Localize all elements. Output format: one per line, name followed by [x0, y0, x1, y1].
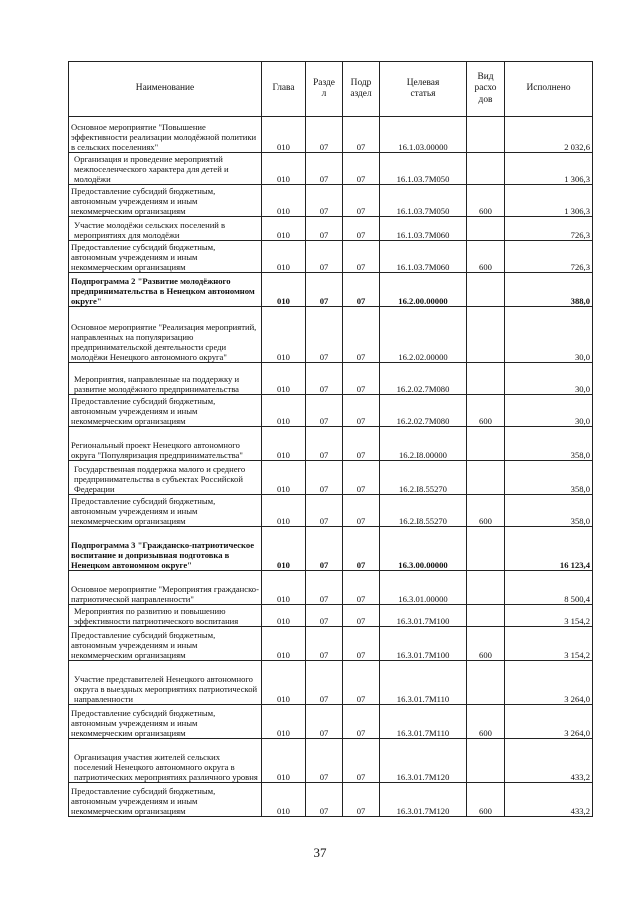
cell-podrazdel — [343, 705, 380, 739]
cell-glava-text: 010 — [277, 516, 290, 526]
cell-name — [69, 241, 262, 273]
cell-glava-text: 010 — [277, 230, 290, 240]
cell-podrazdel-text: 07 — [356, 616, 366, 626]
cell-statya-text: 16.2.I8.00000 — [399, 450, 447, 460]
cell-podrazdel-text: 07 — [356, 142, 366, 152]
cell-podrazdel-text: 07 — [356, 174, 366, 184]
cell-name — [69, 117, 262, 153]
cell-glava — [262, 153, 306, 185]
table-row — [69, 427, 593, 461]
table-row — [69, 363, 593, 395]
table-row — [69, 661, 593, 705]
cell-vid — [467, 705, 505, 739]
cell-razdel-text: 07 — [319, 616, 329, 626]
cell-podrazdel-text: 07 — [356, 772, 366, 782]
cell-statya-text: 16.2.I8.55270 — [399, 516, 447, 526]
cell-razdel — [306, 627, 343, 661]
cell-name-text: Участие молодёжи сельских поселений в мероприятиях для молодёжи — [74, 220, 226, 240]
cell-razdel-text: 07 — [319, 384, 329, 394]
cell-glava — [262, 571, 306, 605]
cell-ispolneno-text: 16 123,4 — [559, 560, 590, 570]
cell-name-text: Подпрограмма 3 "Гражданско-патриотическое воспитание и допризывная подготовка в Ненецком автономном округе" — [71, 540, 255, 570]
header-name: Наименование — [69, 62, 262, 117]
cell-glava — [262, 627, 306, 661]
cell-vid — [467, 185, 505, 217]
cell-statya-text: 16.1.03.7M050 — [396, 206, 450, 216]
cell-razdel — [306, 705, 343, 739]
cell-ispolneno-text: 30,0 — [574, 416, 590, 426]
table-row — [69, 705, 593, 739]
cell-podrazdel — [343, 495, 380, 527]
cell-statya-text: 16.2.02.7M080 — [396, 416, 450, 426]
cell-name-text: Предоставление субсидий бюджетным, автономным учреждениям и иным некоммерческим организациям — [71, 242, 216, 272]
cell-ispolneno — [505, 627, 593, 661]
cell-glava-text: 010 — [277, 728, 290, 738]
cell-name-text: Организация и проведение мероприятий межпоселенческого характера для детей и молодёжи — [74, 154, 229, 184]
cell-razdel-text: 07 — [319, 594, 329, 604]
cell-statya — [380, 783, 467, 817]
cell-razdel — [306, 527, 343, 571]
cell-ispolneno — [505, 363, 593, 395]
cell-statya — [380, 241, 467, 273]
cell-name-text: Предоставление субсидий бюджетным, автономным учреждениям и иным некоммерческим организациям — [71, 630, 216, 660]
cell-name — [69, 427, 262, 461]
cell-glava-text: 010 — [277, 174, 290, 184]
cell-statya — [380, 739, 467, 783]
cell-ispolneno — [505, 307, 593, 363]
cell-glava-text: 010 — [277, 206, 290, 216]
cell-podrazdel — [343, 241, 380, 273]
cell-podrazdel-text: 07 — [356, 296, 366, 306]
cell-ispolneno-text: 3 154,2 — [564, 616, 590, 626]
cell-ispolneno-text: 358,0 — [570, 516, 590, 526]
cell-name — [69, 495, 262, 527]
cell-podrazdel — [343, 117, 380, 153]
cell-razdel — [306, 185, 343, 217]
cell-glava-text: 010 — [277, 352, 290, 362]
cell-razdel-text: 07 — [319, 650, 329, 660]
cell-podrazdel — [343, 185, 380, 217]
cell-statya — [380, 363, 467, 395]
cell-vid — [467, 117, 505, 153]
cell-ispolneno — [505, 527, 593, 571]
cell-vid-text: 600 — [479, 416, 492, 426]
cell-glava — [262, 461, 306, 495]
cell-statya — [380, 571, 467, 605]
cell-vid-text: 600 — [479, 806, 492, 816]
cell-vid — [467, 241, 505, 273]
cell-razdel — [306, 307, 343, 363]
cell-name-text: Участие представителей Ненецкого автономного округа в выездных мероприятиях патриотической направленности — [74, 674, 258, 704]
cell-statya — [380, 395, 467, 427]
cell-razdel-text: 07 — [319, 484, 329, 494]
cell-glava-text: 010 — [277, 694, 290, 704]
table-row — [69, 627, 593, 661]
cell-ispolneno-text: 8 500,4 — [564, 594, 590, 604]
cell-podrazdel — [343, 461, 380, 495]
cell-statya-text: 16.1.03.00000 — [398, 142, 448, 152]
cell-name — [69, 705, 262, 739]
cell-razdel — [306, 241, 343, 273]
table-row — [69, 527, 593, 571]
cell-podrazdel-text: 07 — [356, 384, 366, 394]
cell-statya — [380, 117, 467, 153]
cell-vid — [467, 153, 505, 185]
cell-razdel — [306, 783, 343, 817]
cell-statya-text: 16.3.01.00000 — [398, 594, 448, 604]
cell-vid — [467, 217, 505, 241]
cell-razdel — [306, 605, 343, 627]
cell-ispolneno — [505, 217, 593, 241]
cell-podrazdel — [343, 217, 380, 241]
cell-name-text: Предоставление субсидий бюджетным, автономным учреждениям и иным некоммерческим организациям — [71, 708, 216, 738]
cell-vid — [467, 661, 505, 705]
cell-vid-text: 600 — [479, 516, 492, 526]
cell-name — [69, 461, 262, 495]
cell-razdel — [306, 117, 343, 153]
cell-glava — [262, 217, 306, 241]
cell-podrazdel-text: 07 — [356, 416, 366, 426]
cell-ispolneno — [505, 495, 593, 527]
cell-razdel-text: 07 — [319, 142, 329, 152]
cell-statya-text: 16.1.03.7M060 — [396, 230, 450, 240]
cell-podrazdel-text: 07 — [356, 728, 366, 738]
cell-podrazdel-text: 07 — [356, 594, 366, 604]
cell-vid — [467, 495, 505, 527]
cell-glava — [262, 307, 306, 363]
cell-ispolneno-text: 1 306,3 — [564, 206, 590, 216]
cell-statya — [380, 705, 467, 739]
cell-ispolneno-text: 388,0 — [570, 296, 590, 306]
cell-razdel-text: 07 — [319, 772, 329, 782]
cell-razdel-text: 07 — [319, 174, 329, 184]
header-podrazdel: Подр аздел — [343, 62, 380, 117]
cell-statya — [380, 273, 467, 307]
page-number: 37 — [313, 845, 327, 860]
cell-podrazdel-text: 07 — [356, 484, 366, 494]
cell-glava-text: 010 — [277, 296, 290, 306]
cell-name — [69, 627, 262, 661]
cell-statya — [380, 661, 467, 705]
cell-glava — [262, 661, 306, 705]
cell-name-text: Предоставление субсидий бюджетным, автономным учреждениям и иным некоммерческим организациям — [71, 396, 216, 426]
cell-podrazdel-text: 07 — [356, 230, 366, 240]
table-row — [69, 307, 593, 363]
cell-podrazdel — [343, 395, 380, 427]
cell-ispolneno — [505, 153, 593, 185]
cell-podrazdel-text: 07 — [356, 516, 366, 526]
cell-statya-text: 16.2.02.00000 — [398, 352, 448, 362]
cell-glava-text: 010 — [277, 484, 290, 494]
table-row — [69, 395, 593, 427]
cell-vid — [467, 739, 505, 783]
cell-podrazdel — [343, 273, 380, 307]
cell-vid-text: 600 — [479, 262, 492, 272]
table-row — [69, 783, 593, 817]
cell-glava — [262, 527, 306, 571]
cell-ispolneno — [505, 461, 593, 495]
cell-name-text: Мероприятия по развитию и повышению эффективности патриотического воспитания — [74, 606, 239, 626]
cell-statya — [380, 153, 467, 185]
cell-name — [69, 783, 262, 817]
cell-statya — [380, 307, 467, 363]
cell-ispolneno — [505, 571, 593, 605]
cell-razdel — [306, 661, 343, 705]
cell-razdel — [306, 495, 343, 527]
header-razdel: Разде л — [306, 62, 343, 117]
cell-ispolneno-text: 3 264,0 — [564, 728, 590, 738]
cell-podrazdel-text: 07 — [356, 650, 366, 660]
header-statya: Целевая статья — [380, 62, 467, 117]
cell-vid — [467, 363, 505, 395]
cell-glava-text: 010 — [277, 594, 290, 604]
cell-razdel — [306, 363, 343, 395]
cell-razdel-text: 07 — [319, 352, 329, 362]
cell-ispolneno — [505, 705, 593, 739]
cell-razdel-text: 07 — [319, 262, 329, 272]
cell-razdel — [306, 427, 343, 461]
cell-name-text: Государственная поддержка малого и среднего предпринимательства в субъектах Российской Федерации — [74, 464, 246, 494]
cell-statya-text: 16.3.01.7M120 — [396, 772, 450, 782]
cell-glava — [262, 241, 306, 273]
cell-name — [69, 571, 262, 605]
cell-vid — [467, 307, 505, 363]
cell-glava — [262, 273, 306, 307]
cell-statya-text: 16.3.01.7M100 — [396, 650, 450, 660]
table-header-row — [69, 62, 593, 117]
cell-vid — [467, 461, 505, 495]
table-body — [69, 117, 593, 817]
cell-glava-text: 010 — [277, 616, 290, 626]
table-row — [69, 117, 593, 153]
cell-ispolneno — [505, 117, 593, 153]
cell-glava-text: 010 — [277, 806, 290, 816]
cell-statya — [380, 527, 467, 571]
table-row — [69, 571, 593, 605]
cell-ispolneno — [505, 273, 593, 307]
cell-statya-text: 16.2.02.7M080 — [396, 384, 450, 394]
cell-ispolneno-text: 358,0 — [570, 484, 590, 494]
cell-podrazdel-text: 07 — [356, 450, 366, 460]
cell-podrazdel — [343, 661, 380, 705]
cell-statya — [380, 461, 467, 495]
cell-glava — [262, 427, 306, 461]
cell-name-text: Предоставление субсидий бюджетным, автономным учреждениям и иным некоммерческим организациям — [71, 496, 216, 526]
cell-podrazdel — [343, 627, 380, 661]
cell-glava — [262, 395, 306, 427]
table-row — [69, 185, 593, 217]
cell-vid — [467, 527, 505, 571]
cell-razdel — [306, 461, 343, 495]
cell-ispolneno — [505, 605, 593, 627]
cell-podrazdel-text: 07 — [356, 352, 366, 362]
table-row — [69, 461, 593, 495]
cell-razdel — [306, 217, 343, 241]
cell-glava-text: 010 — [277, 650, 290, 660]
cell-ispolneno-text: 3 264,0 — [564, 694, 590, 704]
header-glava: Глава — [262, 62, 306, 117]
cell-vid-text: 600 — [479, 650, 492, 660]
cell-podrazdel — [343, 307, 380, 363]
cell-ispolneno-text: 726,3 — [570, 230, 590, 240]
cell-razdel-text: 07 — [319, 728, 329, 738]
cell-statya — [380, 427, 467, 461]
cell-ispolneno-text: 433,2 — [570, 806, 590, 816]
cell-name-text: Предоставление субсидий бюджетным, автономным учреждениям и иным некоммерческим организациям — [71, 186, 216, 216]
cell-podrazdel-text: 07 — [356, 560, 366, 570]
cell-name-text: Основное мероприятие "Реализация мероприятий, направленных на популяризацию предпринимательской деятельности среди молодёжи Ненецкого автономного округа" — [71, 322, 257, 362]
cell-name-text: Региональный проект Ненецкого автономного округа "Популяризация предпринимательства" — [71, 440, 243, 460]
cell-podrazdel — [343, 571, 380, 605]
cell-glava — [262, 739, 306, 783]
cell-statya — [380, 627, 467, 661]
cell-glava — [262, 783, 306, 817]
cell-vid — [467, 427, 505, 461]
cell-ispolneno-text: 358,0 — [570, 450, 590, 460]
cell-statya-text: 16.3.01.7M100 — [396, 616, 450, 626]
cell-podrazdel — [343, 363, 380, 395]
cell-vid — [467, 783, 505, 817]
cell-ispolneno-text: 30,0 — [574, 384, 590, 394]
table-row — [69, 739, 593, 783]
cell-ispolneno-text: 2 032,6 — [564, 142, 590, 152]
cell-statya-text: 16.3.01.7M120 — [396, 806, 450, 816]
cell-name-text: Организация участия жителей сельских поселений Ненецкого автономного округа в патриотических мероприятиях различного уровня — [74, 752, 258, 782]
cell-razdel — [306, 739, 343, 783]
cell-name — [69, 185, 262, 217]
cell-ispolneno — [505, 185, 593, 217]
cell-name-text: Основное мероприятие "Мероприятия гражданско-патриотической направленности" — [71, 584, 259, 604]
cell-ispolneno-text: 3 154,2 — [564, 650, 590, 660]
cell-name — [69, 153, 262, 185]
cell-statya-text: 16.3.01.7M110 — [396, 728, 450, 738]
cell-glava — [262, 363, 306, 395]
cell-vid — [467, 571, 505, 605]
cell-name — [69, 661, 262, 705]
cell-glava — [262, 495, 306, 527]
table-row — [69, 605, 593, 627]
cell-vid — [467, 395, 505, 427]
table-row — [69, 217, 593, 241]
cell-razdel — [306, 273, 343, 307]
header-ispolneno: Исполнено — [505, 62, 593, 117]
cell-name — [69, 363, 262, 395]
cell-ispolneno — [505, 427, 593, 461]
cell-statya-text: 16.1.03.7M050 — [396, 174, 450, 184]
cell-ispolneno-text: 30,0 — [574, 352, 590, 362]
cell-glava-text: 010 — [277, 772, 290, 782]
cell-vid — [467, 605, 505, 627]
cell-name — [69, 273, 262, 307]
cell-ispolneno — [505, 783, 593, 817]
cell-name-text: Мероприятия, направленные на поддержку и развитие молодёжного предпринимательства — [74, 374, 240, 394]
cell-statya — [380, 495, 467, 527]
cell-name — [69, 527, 262, 571]
cell-razdel-text: 07 — [319, 296, 329, 306]
cell-vid — [467, 627, 505, 661]
cell-vid-text: 600 — [479, 728, 492, 738]
cell-statya — [380, 185, 467, 217]
cell-glava — [262, 605, 306, 627]
cell-glava — [262, 117, 306, 153]
table-row — [69, 153, 593, 185]
cell-name — [69, 217, 262, 241]
cell-razdel — [306, 571, 343, 605]
cell-name — [69, 739, 262, 783]
cell-ispolneno — [505, 395, 593, 427]
cell-statya-text: 16.3.00.00000 — [398, 560, 448, 570]
cell-podrazdel-text: 07 — [356, 206, 366, 216]
cell-glava-text: 010 — [277, 142, 290, 152]
cell-podrazdel — [343, 605, 380, 627]
cell-razdel-text: 07 — [319, 450, 329, 460]
cell-razdel-text: 07 — [319, 206, 329, 216]
cell-vid — [467, 273, 505, 307]
cell-glava — [262, 185, 306, 217]
cell-razdel-text: 07 — [319, 560, 329, 570]
table-row — [69, 241, 593, 273]
cell-vid-text: 600 — [479, 206, 492, 216]
cell-name-text: Подпрограмма 2 "Развитие молодёжного предпринимательства в Ненецком автономном округе" — [71, 276, 255, 306]
cell-podrazdel-text: 07 — [356, 262, 366, 272]
cell-name — [69, 605, 262, 627]
cell-statya-text: 16.2.00.00000 — [398, 296, 448, 306]
cell-statya-text: 16.1.03.7M060 — [396, 262, 450, 272]
cell-glava — [262, 705, 306, 739]
cell-glava-text: 010 — [277, 262, 290, 272]
cell-podrazdel-text: 07 — [356, 806, 366, 816]
cell-podrazdel — [343, 527, 380, 571]
cell-name-text: Предоставление субсидий бюджетным, автономным учреждениям и иным некоммерческим организациям — [71, 786, 216, 816]
cell-podrazdel-text: 07 — [356, 694, 366, 704]
cell-razdel-text: 07 — [319, 694, 329, 704]
cell-name — [69, 395, 262, 427]
cell-glava-text: 010 — [277, 416, 290, 426]
cell-name-text: Основное мероприятие "Повышение эффективности реализации молодёжной политики в сельских поселениях" — [71, 122, 257, 152]
cell-ispolneno — [505, 661, 593, 705]
cell-glava-text: 010 — [277, 384, 290, 394]
cell-razdel-text: 07 — [319, 806, 329, 816]
cell-glava-text: 010 — [277, 450, 290, 460]
cell-name — [69, 307, 262, 363]
cell-podrazdel — [343, 153, 380, 185]
cell-podrazdel — [343, 739, 380, 783]
table-row — [69, 495, 593, 527]
cell-statya-text: 16.2.I8.55270 — [399, 484, 447, 494]
cell-glava-text: 010 — [277, 560, 290, 570]
cell-statya-text: 16.3.01.7M110 — [396, 694, 450, 704]
budget-table — [68, 61, 593, 817]
cell-statya — [380, 605, 467, 627]
cell-razdel-text: 07 — [319, 230, 329, 240]
cell-razdel-text: 07 — [319, 516, 329, 526]
cell-ispolneno-text: 726,3 — [570, 262, 590, 272]
cell-razdel-text: 07 — [319, 416, 329, 426]
cell-ispolneno — [505, 739, 593, 783]
cell-podrazdel — [343, 783, 380, 817]
table-row — [69, 273, 593, 307]
cell-ispolneno-text: 1 306,3 — [564, 174, 590, 184]
cell-podrazdel — [343, 427, 380, 461]
cell-razdel — [306, 153, 343, 185]
cell-ispolneno-text: 433,2 — [570, 772, 590, 782]
cell-statya — [380, 217, 467, 241]
cell-razdel — [306, 395, 343, 427]
cell-ispolneno — [505, 241, 593, 273]
header-vid: Вид расхо дов — [467, 62, 505, 117]
